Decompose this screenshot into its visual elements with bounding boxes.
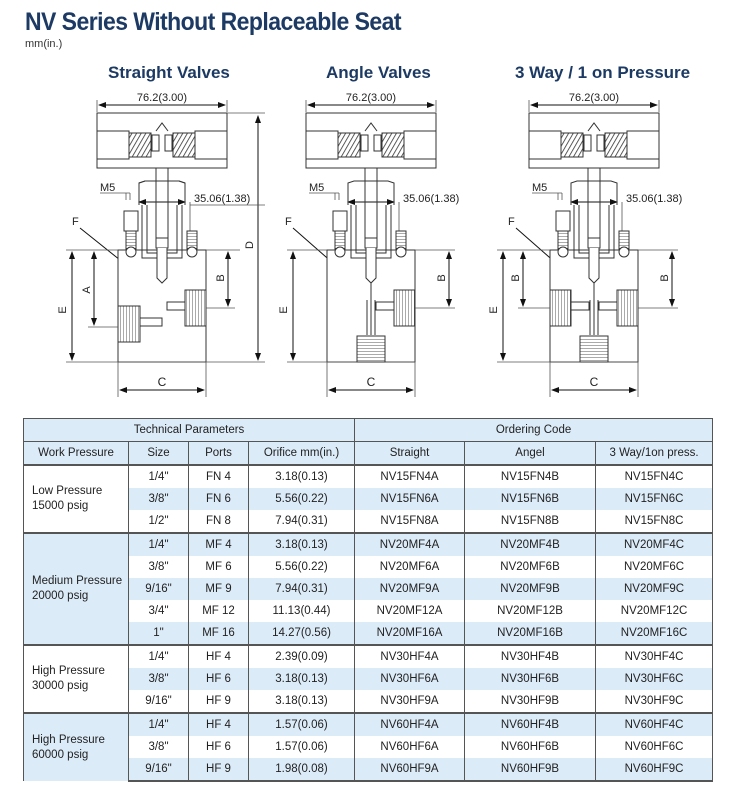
- table-row: [24, 465, 713, 488]
- three-way-code-cell: NV30HF6C: [596, 668, 713, 690]
- straight-valves-title: Straight Valves: [108, 63, 230, 82]
- col-three-way: 3 Way/1on press.: [596, 442, 713, 466]
- orifice-cell: 5.56(0.22): [249, 556, 355, 578]
- orifice-cell: 5.56(0.22): [249, 488, 355, 510]
- f-label: F: [285, 216, 292, 228]
- ports-cell: HF 9: [189, 758, 249, 781]
- straight-valve-drawing: [57, 92, 265, 397]
- dim-b-right: B: [659, 274, 671, 282]
- three-way-code-cell: NV30HF9C: [596, 690, 713, 713]
- work-pressure-cell: Low Pressure 15000 psig: [24, 465, 129, 533]
- m5-label: M5: [309, 182, 325, 194]
- three-way-code-cell: NV60HF6C: [596, 736, 713, 758]
- straight-code-cell: NV30HF9A: [355, 690, 465, 713]
- size-cell: 9/16": [129, 758, 189, 781]
- width-dimension: 76.2(3.00): [136, 92, 188, 104]
- ordering-code-header: Ordering Code: [355, 419, 713, 442]
- table-row: [24, 533, 713, 556]
- angel-code-cell: NV20MF12B: [465, 600, 596, 622]
- dim-c: C: [157, 375, 167, 389]
- orifice-cell: 11.13(0.44): [249, 600, 355, 622]
- ports-cell: HF 6: [189, 736, 249, 758]
- three-way-code-cell: NV20MF4C: [596, 533, 713, 556]
- angel-code-cell: NV20MF16B: [465, 622, 596, 645]
- three-way-code-cell: NV15FN4C: [596, 465, 713, 488]
- orifice-cell: 3.18(0.13): [249, 668, 355, 690]
- straight-code-cell: NV60HF4A: [355, 713, 465, 736]
- orifice-cell: 1.57(0.06): [249, 736, 355, 758]
- work-pressure-cell: High Pressure 30000 psig: [24, 645, 129, 713]
- orifice-cell: 7.94(0.31): [249, 578, 355, 600]
- orifice-cell: 1.57(0.06): [249, 713, 355, 736]
- three-way-code-cell: NV20MF12C: [596, 600, 713, 622]
- table-row: [24, 713, 713, 736]
- angel-code-cell: NV60HF9B: [465, 758, 596, 781]
- size-cell: 3/8": [129, 556, 189, 578]
- dim-b: B: [436, 274, 448, 282]
- ports-cell: FN 4: [189, 465, 249, 488]
- ports-cell: HF 4: [189, 713, 249, 736]
- dim-e: E: [488, 306, 500, 314]
- size-cell: 3/8": [129, 668, 189, 690]
- angel-code-cell: NV20MF6B: [465, 556, 596, 578]
- dim-d: D: [244, 241, 256, 249]
- col-straight: Straight: [355, 442, 465, 466]
- orifice-cell: 3.18(0.13): [249, 533, 355, 556]
- col-work-pressure: Work Pressure: [24, 442, 129, 466]
- ports-cell: MF 12: [189, 600, 249, 622]
- orifice-cell: 3.18(0.13): [249, 465, 355, 488]
- ports-cell: HF 6: [189, 668, 249, 690]
- angel-code-cell: NV30HF6B: [465, 668, 596, 690]
- straight-code-cell: NV15FN6A: [355, 488, 465, 510]
- three-way-code-cell: NV15FN6C: [596, 488, 713, 510]
- page-title: NV Series Without Replaceable Seat: [25, 8, 401, 36]
- dim-b: B: [215, 274, 227, 282]
- table-row: [24, 645, 713, 668]
- three-way-valve-drawing: [488, 92, 682, 397]
- orifice-cell: 14.27(0.56): [249, 622, 355, 645]
- three-way-code-cell: NV60HF4C: [596, 713, 713, 736]
- size-cell: 3/8": [129, 488, 189, 510]
- col-ports: Ports: [189, 442, 249, 466]
- ports-cell: FN 6: [189, 488, 249, 510]
- size-cell: 1/4": [129, 533, 189, 556]
- ports-cell: HF 4: [189, 645, 249, 668]
- angel-code-cell: NV30HF9B: [465, 690, 596, 713]
- size-cell: 1/4": [129, 645, 189, 668]
- three-way-code-cell: NV20MF16C: [596, 622, 713, 645]
- work-pressure-cell: High Pressure 60000 psig: [24, 713, 129, 781]
- ports-cell: FN 8: [189, 510, 249, 533]
- technical-parameters-header: Technical Parameters: [24, 419, 355, 442]
- ports-cell: HF 9: [189, 690, 249, 713]
- width-dimension: 76.2(3.00): [568, 92, 620, 104]
- m5-label: M5: [532, 182, 548, 194]
- dim-c: C: [366, 375, 376, 389]
- col-orifice: Orifice mm(in.): [249, 442, 355, 466]
- straight-code-cell: NV60HF9A: [355, 758, 465, 781]
- dim-c: C: [589, 375, 599, 389]
- ports-cell: MF 16: [189, 622, 249, 645]
- size-cell: 3/8": [129, 736, 189, 758]
- dim-e: E: [278, 306, 290, 314]
- angel-code-cell: NV20MF4B: [465, 533, 596, 556]
- orifice-cell: 3.18(0.13): [249, 690, 355, 713]
- col-size: Size: [129, 442, 189, 466]
- m5-label: M5: [100, 182, 116, 194]
- size-cell: 3/4": [129, 600, 189, 622]
- side-dimension: 35.06(1.38): [403, 193, 460, 205]
- three-way-code-cell: NV20MF6C: [596, 556, 713, 578]
- three-way-code-cell: NV60HF9C: [596, 758, 713, 781]
- angel-code-cell: NV15FN8B: [465, 510, 596, 533]
- spec-table: [23, 418, 713, 782]
- valve-drawings: [0, 80, 750, 400]
- straight-code-cell: NV30HF6A: [355, 668, 465, 690]
- size-cell: 1/4": [129, 713, 189, 736]
- size-cell: 9/16": [129, 578, 189, 600]
- straight-code-cell: NV30HF4A: [355, 645, 465, 668]
- ports-cell: MF 9: [189, 578, 249, 600]
- f-label: F: [72, 216, 79, 228]
- f-label: F: [508, 216, 515, 228]
- dim-a: A: [81, 286, 93, 294]
- angel-code-cell: NV15FN6B: [465, 488, 596, 510]
- angel-code-cell: NV20MF9B: [465, 578, 596, 600]
- angle-valve-drawing: [278, 92, 459, 397]
- col-angel: Angel: [465, 442, 596, 466]
- ports-cell: MF 6: [189, 556, 249, 578]
- side-dimension: 35.06(1.38): [194, 193, 251, 205]
- three-way-code-cell: NV30HF4C: [596, 645, 713, 668]
- angel-code-cell: NV60HF4B: [465, 713, 596, 736]
- straight-code-cell: NV15FN8A: [355, 510, 465, 533]
- orifice-cell: 1.98(0.08): [249, 758, 355, 781]
- straight-code-cell: NV20MF4A: [355, 533, 465, 556]
- size-cell: 1/2": [129, 510, 189, 533]
- size-cell: 1/4": [129, 465, 189, 488]
- angel-code-cell: NV15FN4B: [465, 465, 596, 488]
- straight-code-cell: NV20MF6A: [355, 556, 465, 578]
- side-dimension: 35.06(1.38): [626, 193, 683, 205]
- three-way-code-cell: NV15FN8C: [596, 510, 713, 533]
- dim-e: E: [57, 306, 69, 314]
- size-cell: 1": [129, 622, 189, 645]
- straight-code-cell: NV20MF16A: [355, 622, 465, 645]
- width-dimension: 76.2(3.00): [345, 92, 397, 104]
- ports-cell: MF 4: [189, 533, 249, 556]
- straight-code-cell: NV20MF12A: [355, 600, 465, 622]
- orifice-cell: 7.94(0.31): [249, 510, 355, 533]
- three-way-code-cell: NV20MF9C: [596, 578, 713, 600]
- straight-code-cell: NV60HF6A: [355, 736, 465, 758]
- angel-code-cell: NV60HF6B: [465, 736, 596, 758]
- orifice-cell: 2.39(0.09): [249, 645, 355, 668]
- dim-b-left: B: [510, 274, 522, 282]
- angle-valves-title: Angle Valves: [326, 63, 431, 82]
- straight-code-cell: NV20MF9A: [355, 578, 465, 600]
- size-cell: 9/16": [129, 690, 189, 713]
- angel-code-cell: NV30HF4B: [465, 645, 596, 668]
- work-pressure-cell: Medium Pressure 20000 psig: [24, 533, 129, 645]
- three-way-title: 3 Way / 1 on Pressure: [515, 63, 691, 82]
- straight-code-cell: NV15FN4A: [355, 465, 465, 488]
- unit-label: mm(in.): [25, 38, 63, 50]
